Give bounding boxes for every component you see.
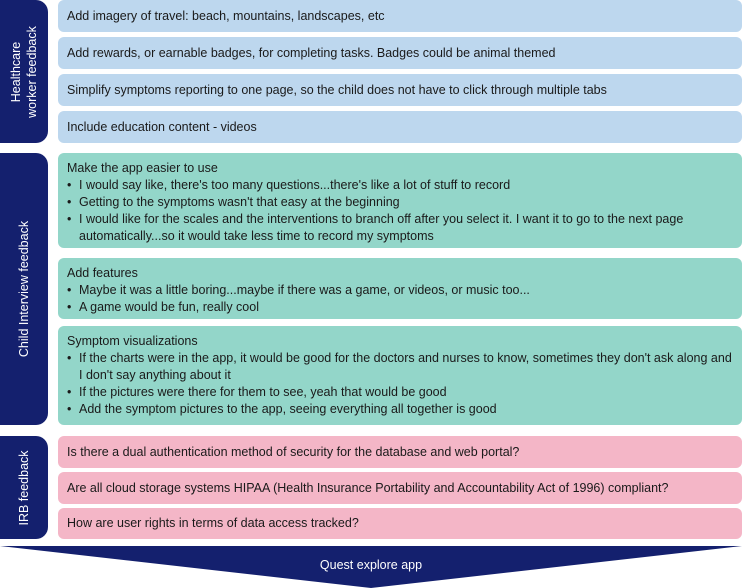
item-text: Simplify symptoms reporting to one page, so the child does not have to click through multiple tabs	[67, 82, 607, 97]
bullet-item: • I would say like, there's too many questions...there's like a lot of stuff to record	[67, 177, 733, 194]
irb-feedback-item	[58, 508, 742, 539]
child-feedback-group	[58, 258, 742, 319]
item-text: Add imagery of travel: beach, mountains, landscapes, etc	[67, 8, 385, 23]
item-text: Are all cloud storage systems HIPAA (Health Insurance Portability and Accountability Act of 1996) compliant?	[67, 480, 669, 495]
healthcare-feedback-item	[58, 111, 742, 143]
group-title: Add features	[67, 266, 138, 280]
bullet-item: • A game would be fun, really cool	[67, 299, 733, 316]
bullet-list	[67, 282, 733, 316]
group-title: Symptom visualizations	[67, 334, 198, 348]
healthcare-feedback-item	[58, 74, 742, 106]
healthcare-feedback-item	[58, 0, 742, 32]
group-title: Make the app easier to use	[67, 161, 218, 175]
item-text: Is there a dual authentication method of security for the database and web portal?	[67, 444, 520, 459]
item-text: Include education content - videos	[67, 119, 257, 134]
bullet-item: • If the charts were in the app, it would be good for the doctors and nurses to know, sometimes they don't ask along and I don't say anything about it	[67, 350, 733, 384]
healthcare-label-line-2: worker feedback	[25, 25, 39, 118]
item-text: Add rewards, or earnable badges, for completing tasks. Badges could be animal themed	[67, 45, 556, 60]
child-interview-section-label	[0, 153, 48, 425]
irb-section-label	[0, 436, 48, 539]
child-feedback-group	[58, 326, 742, 425]
child-interview-label-line-1: Child Interview feedback	[17, 220, 31, 358]
bullet-item: • If the pictures were there for them to see, yeah that would be good	[67, 384, 733, 401]
bullet-item: • I would like for the scales and the interventions to branch off after you select it. I want it to go to the next page automatically...so it would take less time to record my symptoms	[67, 211, 733, 245]
item-text: How are user rights in terms of data access tracked?	[67, 516, 359, 530]
irb-label-line-1: IRB feedback	[17, 449, 31, 526]
arrow-label: Quest explore app	[319, 558, 423, 572]
healthcare-label-line-1: Healthcare	[9, 41, 23, 102]
bullet-item: • Add the symptom pictures to the app, seeing everything all together is good	[67, 401, 733, 418]
bullet-list	[67, 177, 733, 245]
bullet-item: • Getting to the symptoms wasn't that easy at the beginning	[67, 194, 733, 211]
child-feedback-group	[58, 153, 742, 248]
irb-feedback-item	[58, 472, 742, 504]
irb-feedback-item	[58, 436, 742, 468]
bullet-item: • Maybe it was a little boring...maybe if there was a game, or videos, or music too...	[67, 282, 733, 299]
bullet-list	[67, 350, 733, 418]
healthcare-section-label	[0, 0, 48, 143]
healthcare-feedback-item	[58, 37, 742, 69]
